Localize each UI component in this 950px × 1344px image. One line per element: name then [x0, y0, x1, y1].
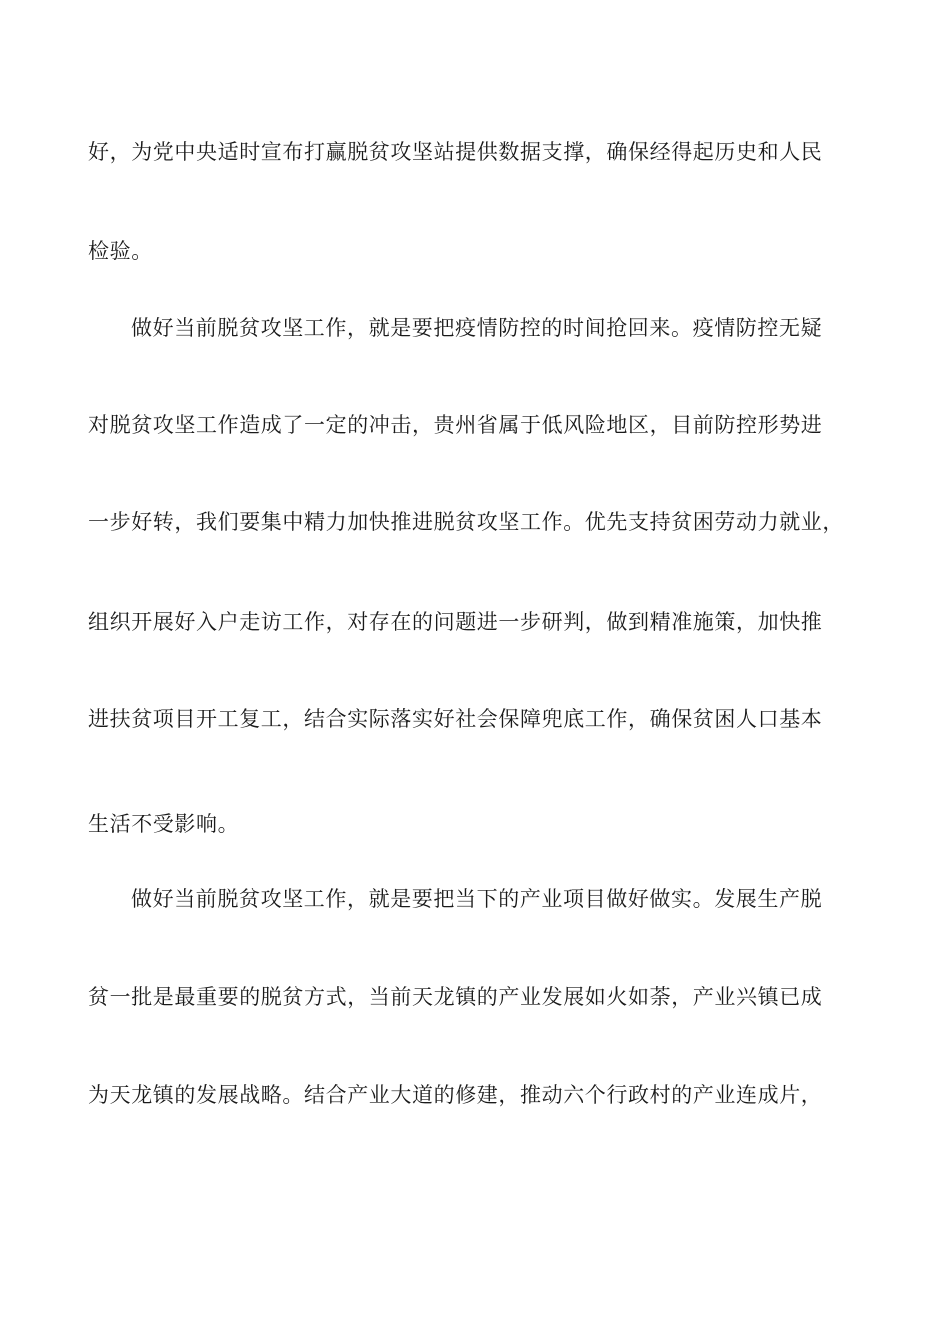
text-line: 一步好转，我们要集中精力加快推进脱贫攻坚工作。优先支持贫困劳动力就业， — [88, 510, 844, 534]
text-line: 对脱贫攻坚工作造成了一定的冲击，贵州省属于低风险地区，目前防控形势进 — [88, 413, 823, 437]
text-line: 进扶贫项目开工复工，结合实际落实好社会保障兜底工作，确保贫困人口基本 — [88, 707, 823, 731]
paragraph-first-line: 做好当前脱贫攻坚工作，就是要把疫情防控的时间抢回来。疫情防控无疑 — [131, 316, 823, 340]
text-line: 贫一批是最重要的脱贫方式，当前天龙镇的产业发展如火如荼，产业兴镇已成 — [88, 985, 823, 1009]
paragraph-first-line: 做好当前脱贫攻坚工作，就是要把当下的产业项目做好做实。发展生产脱 — [131, 887, 823, 911]
text-line: 生活不受影响。 — [88, 812, 240, 836]
text-line: 为天龙镇的发展战略。结合产业大道的修建，推动六个行政村的产业连成片， — [88, 1083, 823, 1107]
text-line: 组织开展好入户走访工作，对存在的问题进一步研判，做到精准施策，加快推 — [88, 610, 823, 634]
text-line: 好，为党中央适时宣布打赢脱贫攻坚站提供数据支撑，确保经得起历史和人民 — [88, 140, 823, 164]
text-line: 检验。 — [88, 239, 153, 263]
